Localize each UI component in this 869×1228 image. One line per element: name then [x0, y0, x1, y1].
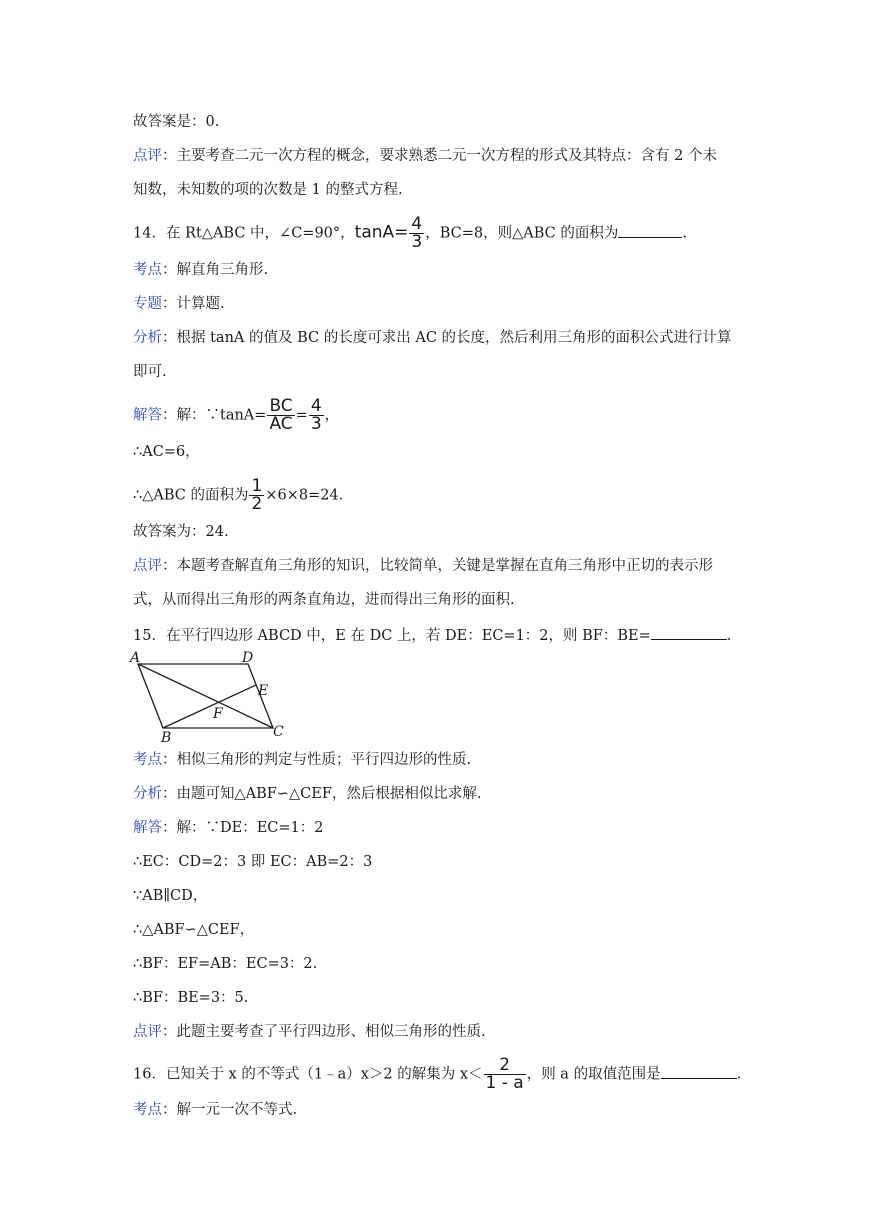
q14-tan-denominator: 3 — [411, 232, 423, 252]
q15-step-1: ∴EC：CD=2：3 即 EC：AB=2：3 — [133, 854, 373, 870]
q16-key-point-label: 考点 — [133, 1102, 162, 1118]
q14-key-point-text: ：解直角三角形. — [162, 262, 269, 278]
q14-half-fraction — [249, 478, 264, 513]
question-16 — [133, 1057, 741, 1092]
q14-answer: 故答案为：24. — [133, 524, 229, 540]
q14-comment-continuation: 式，从而得出三角形的两条直角边，进而得出三角形的面积. — [133, 592, 515, 608]
q14-analysis-continuation: 即可. — [133, 364, 167, 380]
q14-end: . — [682, 225, 687, 242]
q14-step-2 — [133, 478, 343, 513]
q15-solution-label: 解答 — [133, 820, 162, 836]
comment-label: 点评 — [133, 148, 162, 164]
q15-analysis-label: 分析 — [133, 786, 162, 802]
q14-fraction2-denominator: 3 — [310, 414, 322, 434]
q15-solution-text: ：解：∵DE：EC=1：2 — [162, 820, 324, 836]
q14-analysis-label: 分析 — [133, 330, 162, 346]
q14-topic — [133, 294, 225, 314]
q15-solution — [133, 818, 324, 838]
q16-key-point — [133, 1100, 297, 1120]
q14-analysis — [133, 328, 732, 348]
q15-comment-text: ：此题主要考查了平行四边形、相似三角形的性质. — [162, 1024, 486, 1040]
q14-text-pre: 14．在 Rt△ABC 中，∠C=90°， — [133, 225, 355, 242]
point-label-a: A — [130, 650, 141, 666]
q14-key-point-label: 考点 — [133, 262, 162, 278]
q14-tan-fraction — [409, 216, 424, 251]
q14-answer-blank — [618, 223, 682, 238]
q14-solution-pre: ：解：∵tanA= — [162, 407, 267, 424]
q15-step-3: ∴△ABF∽△CEF， — [133, 922, 255, 938]
q15-answer-blank — [651, 625, 727, 640]
q15-step-2: ∵AB∥CD， — [133, 888, 208, 904]
q14-half-denominator: 2 — [251, 494, 263, 514]
question-14 — [133, 216, 687, 251]
comment-line — [133, 146, 717, 166]
q16-answer-blank — [661, 1064, 737, 1079]
q14-step-2-post: ×6×8=24. — [265, 487, 344, 504]
q14-topic-label: 专题 — [133, 296, 162, 312]
q15-end: . — [726, 628, 732, 644]
q14-solution-post: ， — [324, 407, 340, 424]
q14-comment-label: 点评 — [133, 558, 162, 574]
q15-comment — [133, 1022, 486, 1042]
q15-step-5: ∴BF：BE=3：5. — [133, 990, 249, 1006]
point-label-d: D — [242, 650, 254, 666]
q16-fraction — [484, 1057, 526, 1092]
diagonal-ac — [138, 664, 273, 728]
segment-be — [163, 685, 256, 728]
q15-key-point — [133, 750, 471, 770]
q15-analysis-text: ：由题可知△ABF∽△CEF，然后根据相似比求解. — [162, 786, 482, 802]
q14-fraction2-numerator: 4 — [310, 396, 322, 416]
q16-key-point-text: ：解一元一次不等式. — [162, 1102, 298, 1118]
q16-text-pre: 16．已知关于 x 的不等式（1﹣a）x＞2 的解集为 x＜ — [133, 1066, 483, 1083]
q14-key-point — [133, 260, 268, 280]
q14-comment — [133, 556, 713, 576]
parallelogram-figure — [128, 648, 288, 744]
q14-topic-text: ：计算题. — [162, 296, 225, 312]
answer-line: 故答案是：0. — [133, 114, 220, 130]
q14-solution-label: 解答 — [133, 407, 162, 424]
q14-solution-fraction-4-3 — [309, 398, 324, 433]
q16-denominator: 1 - a — [485, 1073, 524, 1093]
q14-analysis-text: ：根据 tanA 的值及 BC 的长度可求出 AC 的长度，然后利用三角形的面积公式进行计算 — [162, 330, 732, 346]
q16-numerator: 2 — [484, 1057, 526, 1075]
q14-tan-numerator: 4 — [411, 214, 423, 234]
q15-text: 15．在平行四边形 ABCD 中，E 在 DC 上，若 DE：EC=1：2，则 BF：BE= — [133, 628, 651, 644]
q15-analysis — [133, 784, 482, 804]
q14-tan-label: tanA= — [354, 222, 409, 243]
q16-text-post: ，则 a 的取值范围是 — [526, 1066, 661, 1083]
q14-step-1: ∴AC=6， — [133, 444, 200, 460]
q15-comment-label: 点评 — [133, 1024, 162, 1040]
q14-solution-equals: = — [295, 407, 308, 424]
question-15 — [133, 625, 731, 646]
q14-text-post: ，BC=8，则△ABC 的面积为 — [425, 225, 619, 242]
comment-continuation: 知数，未知数的项的次数是 1 的整式方程. — [133, 182, 403, 198]
point-label-f: F — [213, 706, 223, 722]
q14-half-numerator: 1 — [251, 476, 263, 496]
point-label-b: B — [161, 730, 172, 744]
q14-fraction-numerator: BC — [269, 396, 293, 416]
q14-solution-fraction-bc-ac — [267, 398, 294, 433]
q14-fraction-denominator: AC — [269, 414, 293, 434]
q16-end: . — [736, 1066, 742, 1083]
point-label-c: C — [273, 724, 284, 740]
q14-comment-text: ：本题考查解直角三角形的知识，比较简单，关键是掌握在直角三角形中正切的表示形 — [162, 558, 713, 574]
point-label-e: E — [258, 683, 269, 699]
q15-step-4: ∴BF：EF=AB：EC=3：2. — [133, 956, 318, 972]
q14-step-2-pre: ∴△ABC 的面积为 — [133, 487, 249, 504]
q14-solution — [133, 398, 339, 433]
q15-key-point-label: 考点 — [133, 752, 162, 768]
comment-text: ：主要考查二元一次方程的概念，要求熟悉二元一次方程的形式及其特点：含有 2 个未 — [162, 148, 717, 164]
q15-key-point-text: ：相似三角形的判定与性质；平行四边形的性质. — [162, 752, 472, 768]
